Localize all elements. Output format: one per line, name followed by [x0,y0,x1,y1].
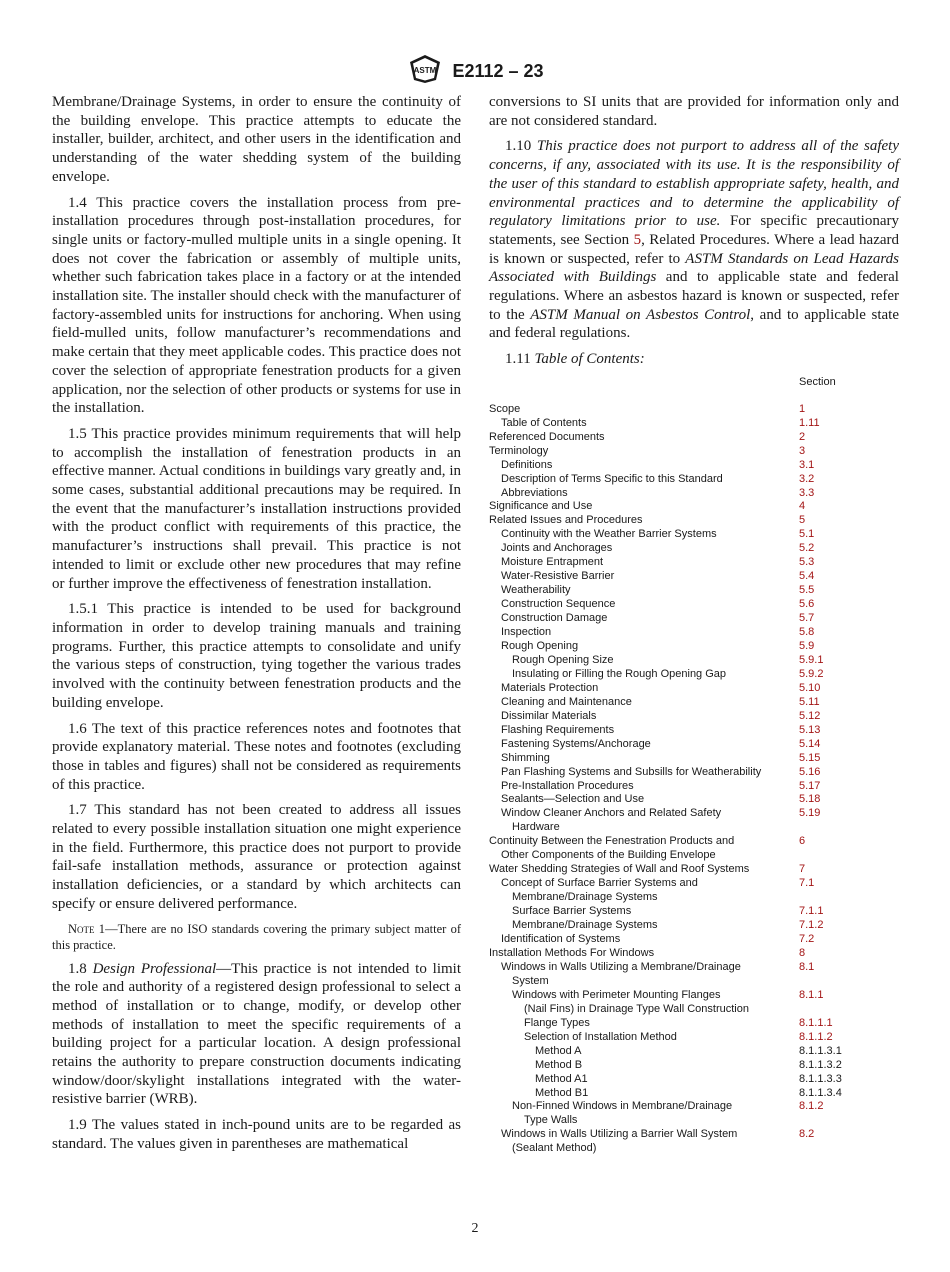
toc-entry-title: Dissimilar Materials [501,709,597,722]
toc-row[interactable] [489,500,899,514]
toc-entry-section[interactable]: 7.2 [799,933,815,946]
toc-entry-title: Surface Barrier Systems [512,905,632,918]
toc-entry-title: Concept of Surface Barrier Systems and [501,877,698,890]
toc-entry-title: Scope [489,402,521,415]
paragraph-1-5: 1.5 This practice provides minimum requirements that will help to accomplish the installation of fenestration products in an effective manner. Actual conditions in buildings vary greatly and, in some cases, substantial additional precautions may be required. In the event that the manufacturer’s installation instructions provided with the product conflict with requirements of this practice, the manufacturer’s instructions shall prevail. This practice is not intended to limit or exclude other new procedures that may refine or further improve the effectiveness of fenestration installation. [52,425,461,592]
toc-row[interactable] [489,1100,899,1114]
toc-row[interactable] [489,528,899,542]
toc-entry-section[interactable]: 8.1.1.2 [799,1030,833,1043]
toc-entry-title: Hardware [512,821,560,834]
toc-row[interactable] [489,877,899,891]
note-1 [52,921,461,954]
paragraph-1-3-continued: Membrane/Drainage Systems, in order to ensure the continuity of the building envelope. This practice attempts to educate the installer, builder, architect, and other users in the identification and understanding of the water shedding system of the building envelope. [52,94,461,185]
toc-entry-section[interactable]: 5.7 [799,612,815,625]
p110-text-d: , and to applicable state and federal regulations. [489,306,899,342]
section-5-link[interactable]: 5 [633,231,642,248]
paragraph-1-5-1: 1.5.1 This practice is intended to be used for background information in order to develop training manuals and training programs. Further, this practice attempts to consolidate and unify the various steps of construction, tying together the various trades involved with the continuity between fenestration products and the building envelope. [52,601,461,711]
paragraph-1-8 [52,960,461,1110]
toc-entry-section[interactable]: 7.1.1 [799,905,824,918]
paragraph-1-9-continued: conversions to SI units that are provided for information only and are not considered standard. [489,94,899,129]
astm-logo-icon [406,54,444,89]
toc-entry-title: Flashing Requirements [501,723,615,736]
toc-row[interactable] [489,780,899,794]
toc-row[interactable] [489,514,899,528]
toc-entry-title: Type Walls [524,1114,578,1127]
toc-entry-title: System [512,974,549,987]
p110-italic: This practice does not purport to address all of the safety concerns, if any, associated with its use. It is the responsibility of the user of this standard to establish appropriate safety, health, and environmental practices and to determine the applicability of regulatory limitations prior to use. [489,138,900,230]
p111-title: Table of Contents: [534,351,645,368]
toc-row[interactable] [489,445,899,459]
toc-row[interactable] [489,640,899,654]
toc-rows [489,403,899,1156]
toc-row[interactable] [489,431,899,445]
toc-entry-title: Identification of Systems [501,933,621,946]
toc-entry-section[interactable]: 5.10 [799,681,821,694]
toc-entry-section[interactable]: 7.1.2 [799,919,824,932]
paragraph-1-10 [489,137,899,343]
toc-entry-section[interactable]: 5.14 [799,737,821,750]
toc-entry-section[interactable]: 8.1.1 [799,988,824,1001]
toc-entry-title: Continuity with the Weather Barrier Systems [501,528,717,541]
toc-entry-title: Definitions [501,458,553,471]
toc-row[interactable] [489,598,899,612]
toc-entry-section[interactable]: 2 [799,430,806,443]
toc-row[interactable] [489,919,899,933]
p110-text-a: For specific precautionary statements, see Section [489,213,899,248]
toc-entry-section[interactable]: 1.11 [799,416,820,429]
paragraph-1-6: 1.6 The text of this practice references notes and footnotes that provide explanatory material. These notes and footnotes (excluding those in tables and figures) shall not be considered as requirements of this practice. [52,720,461,793]
p110-number: 1.10 [505,138,537,155]
left-column [52,93,461,1161]
toc-entry-title: Method A1 [535,1072,588,1085]
toc-row[interactable] [489,654,899,668]
toc-row[interactable] [489,542,899,556]
toc-entry-title: Continuity Between the Fenestration Products and [489,835,735,848]
toc-entry-section[interactable]: 3.3 [799,486,815,499]
toc-entry-title: Shimming [501,751,550,764]
toc-row[interactable] [489,905,899,919]
toc-entry-title: Abbreviations [501,486,568,499]
toc-entry-section[interactable]: 5.19 [799,807,821,820]
logo-text: ASTM [414,66,437,75]
toc-entry-title: Insulating or Filling the Rough Opening Gap [512,667,727,680]
toc-entry-title: Membrane/Drainage Systems [512,919,658,932]
toc-row[interactable] [489,1128,899,1142]
toc-entry-section[interactable]: 7 [799,863,806,876]
page-header [0,54,950,89]
toc-row[interactable] [489,403,899,417]
toc-entry-title: Window Cleaner Anchors and Related Safety [501,807,722,820]
toc-entry-section: 8.1.1.3.4 [799,1086,842,1099]
toc-row [489,1003,899,1017]
toc-entry-title: Fastening Systems/Anchorage [501,737,651,750]
toc-entry-section[interactable]: 5 [799,514,806,527]
toc-entry-section[interactable]: 6 [799,835,806,848]
toc-entry-section[interactable]: 5.15 [799,751,821,764]
toc-row[interactable] [489,1045,899,1059]
toc-entry-title: Construction Damage [501,612,608,625]
toc-entry-title: Rough Opening [501,640,579,652]
toc-entry-title: Pan Flashing Systems and Subsills for Weatherability [501,765,762,778]
toc-row[interactable] [489,961,899,975]
toc-entry-title: Water Shedding Strategies of Wall and Roof Systems [489,863,750,876]
toc-entry-title: Rough Opening Size [512,653,614,666]
right-column [489,93,899,1156]
toc-entry-title: (Nail Fins) in Drainage Type Wall Construction [524,1002,749,1015]
toc-entry-title: Method A [535,1044,582,1057]
table-of-contents [489,376,899,1156]
toc-entry-title: Moisture Entrapment [501,556,604,569]
toc-entry-section[interactable]: 5.1 [799,528,815,541]
paragraph-1-4: 1.4 This practice covers the installation process from pre-installation procedures through post-installation procedures, for single units or factory-mulled multiple units in a single opening. It does not cover the fabrication or assembly of multiple units, whether such fabrication takes place in a factory or at the intended installation site. The installer should check with the manufacturer of factory-assembled units for instructions for anchoring. When using field-mulled units, follow manufacturer’s recommendations and make certain that they meet applicable codes. This practice does not cover the selection of appropriate fenestration products for a given application, nor the selection of other products or systems for use in the installation. [52,194,461,417]
note-label: Note 1 [68,921,106,936]
toc-entry-section[interactable]: 5.3 [799,556,815,569]
toc-row [489,975,899,989]
toc-entry-section[interactable]: 5.13 [799,723,821,736]
toc-row[interactable] [489,1073,899,1087]
toc-entry-section[interactable]: 5.6 [799,598,815,611]
toc-row[interactable] [489,1059,899,1073]
toc-entry-title: Table of Contents [501,416,587,429]
toc-entry-title: Related Issues and Procedures [489,514,643,527]
p18-title: Design Professional [92,960,217,977]
toc-row[interactable] [489,807,899,821]
toc-entry-title: Pre-Installation Procedures [501,779,634,792]
toc-entry-section[interactable]: 8.2 [799,1128,815,1141]
toc-entry-section[interactable]: 5.9.2 [799,667,824,680]
toc-row [489,821,899,835]
toc-row[interactable] [489,989,899,1003]
toc-entry-section[interactable]: 3.2 [799,472,815,485]
toc-entry-title: Windows in Walls Utilizing a Barrier Wall System [501,1128,738,1141]
toc-entry-section[interactable]: 5.18 [799,793,821,806]
toc-entry-section[interactable]: 5.17 [799,779,821,792]
toc-row[interactable] [489,766,899,780]
toc-entry-section[interactable]: 7.1 [799,877,815,890]
toc-entry-section[interactable]: 3 [799,444,806,457]
toc-entry-title: Method B1 [535,1086,589,1099]
toc-entry-title: Significance and Use [489,500,593,513]
paragraph-1-11 [489,350,899,369]
toc-row[interactable] [489,1087,899,1101]
toc-entry-section[interactable]: 4 [799,500,806,513]
toc-entry-section[interactable]: 8.1.2 [799,1100,824,1113]
toc-entry-title: Inspection [501,626,552,639]
p110-text-c: and to applicable state and federal regulations. Where an asbestos hazard is known or suspected, refer to the [489,269,899,323]
toc-entry-section[interactable]: 5.5 [799,584,815,597]
toc-entry-title: Other Components of the Building Envelope [501,849,716,862]
toc-row[interactable] [489,612,899,626]
toc-row[interactable] [489,459,899,473]
toc-row[interactable] [489,556,899,570]
toc-entry-title: Non-Finned Windows in Membrane/Drainage [512,1100,733,1113]
toc-entry-title: Selection of Installation Method [524,1030,677,1043]
toc-row[interactable] [489,793,899,807]
toc-entry-section[interactable]: 5.2 [799,542,815,555]
toc-row [489,1142,899,1156]
toc-row[interactable] [489,584,899,598]
toc-entry-title: Joints and Anchorages [501,542,613,555]
toc-entry-title: Installation Methods For Windows [489,946,655,959]
toc-entry-section[interactable]: 5.11 [799,695,820,708]
toc-row[interactable] [489,682,899,696]
asbestos-manual-reference: ASTM Manual on Asbestos Control [530,306,751,323]
toc-row[interactable] [489,487,899,501]
toc-entry-title: Method B [535,1058,583,1071]
toc-entry-section[interactable]: 8 [799,946,806,959]
lead-hazards-reference: ASTM Standards on Lead Hazards Associated with Buildings [489,250,899,286]
toc-row[interactable] [489,668,899,682]
toc-entry-section: 8.1.1.3.2 [799,1058,842,1071]
toc-entry-section[interactable]: 8.1.1.1 [799,1016,833,1029]
toc-entry-title: Windows in Walls Utilizing a Membrane/Drainage [501,960,741,973]
toc-row [489,1114,899,1128]
toc-entry-section: 8.1.1.3.1 [799,1044,842,1057]
toc-row[interactable] [489,738,899,752]
toc-entry-title: Weatherability [501,584,571,597]
toc-row[interactable] [489,570,899,584]
p18-text: —This practice is not intended to limit the role and authority of a registered design professional to select a method of installation or to change, modify, or develop other methods of installation to meet the specific requirements of a building project for a particular location. A design professional retains the authority to prepare construction documents indicating window/door/skylight installations integrated with the water-resistive barrier (WRB). [52,960,461,1108]
toc-entry-section[interactable]: 5.8 [799,626,815,639]
p110-text-b: , Related Procedures. Where a lead hazard is known or suspected, refer to [489,231,900,267]
toc-row[interactable] [489,835,899,849]
toc-row[interactable] [489,626,899,640]
toc-entry-title: Referenced Documents [489,430,605,443]
toc-row[interactable] [489,1031,899,1045]
p111-number: 1.11 [505,351,535,368]
toc-row [489,891,899,905]
paragraph-1-9: 1.9 The values stated in inch-pound units are to be regarded as standard. The values given in parentheses are mathematical [52,1117,461,1152]
toc-entry-title: Terminology [489,444,549,457]
toc-row[interactable] [489,724,899,738]
page-number: 2 [471,1221,479,1236]
toc-entry-section[interactable]: 1 [799,402,806,415]
toc-row[interactable] [489,473,899,487]
toc-entry-title: Water-Resistive Barrier [501,570,615,583]
toc-entry-section[interactable]: 5.9 [799,640,815,652]
toc-section-header: Section [799,375,836,388]
toc-entry-section[interactable]: 5.16 [799,765,821,778]
toc-entry-section: 8.1.1.3.3 [799,1072,842,1085]
toc-row[interactable] [489,710,899,724]
toc-entry-title: Flange Types [524,1016,590,1029]
toc-entry-title: Membrane/Drainage Systems [512,891,658,904]
toc-entry-title: Description of Terms Specific to this Standard [501,472,723,485]
toc-entry-section[interactable]: 5.12 [799,709,821,722]
toc-entry-section[interactable]: 5.4 [799,570,815,583]
paragraph-1-7: 1.7 This standard has not been created to address all issues related to every possible installation situation one might experience in the field. Furthermore, this practice does not purport to provide fail-safe installation methods, assurance or protection against installation deficiencies, or a standard by which architects can specify or ensure delivered performance. [52,802,461,912]
toc-entry-title: Construction Sequence [501,598,616,611]
toc-row[interactable] [489,696,899,710]
toc-entry-title: Cleaning and Maintenance [501,695,632,708]
toc-row[interactable] [489,1017,899,1031]
note-text: —There are no ISO standards covering the primary subject matter of this practice. [52,921,461,953]
designation: E2112 – 23 [452,61,544,81]
toc-entry-section[interactable]: 3.1 [799,458,815,471]
toc-entry-title: (Sealant Method) [512,1142,597,1155]
toc-row[interactable] [489,933,899,947]
p18-number: 1.8 [68,960,93,977]
toc-entry-title: Materials Protection [501,681,599,694]
toc-entry-section[interactable]: 5.9.1 [799,653,824,666]
toc-entry-title: Windows with Perimeter Mounting Flanges [512,988,721,1001]
toc-row[interactable] [489,417,899,431]
toc-entry-title: Sealants—Selection and Use [501,793,645,806]
toc-row [489,849,899,863]
toc-entry-section[interactable]: 8.1 [799,960,815,973]
toc-row[interactable] [489,947,899,961]
toc-row[interactable] [489,752,899,766]
toc-row[interactable] [489,863,899,877]
